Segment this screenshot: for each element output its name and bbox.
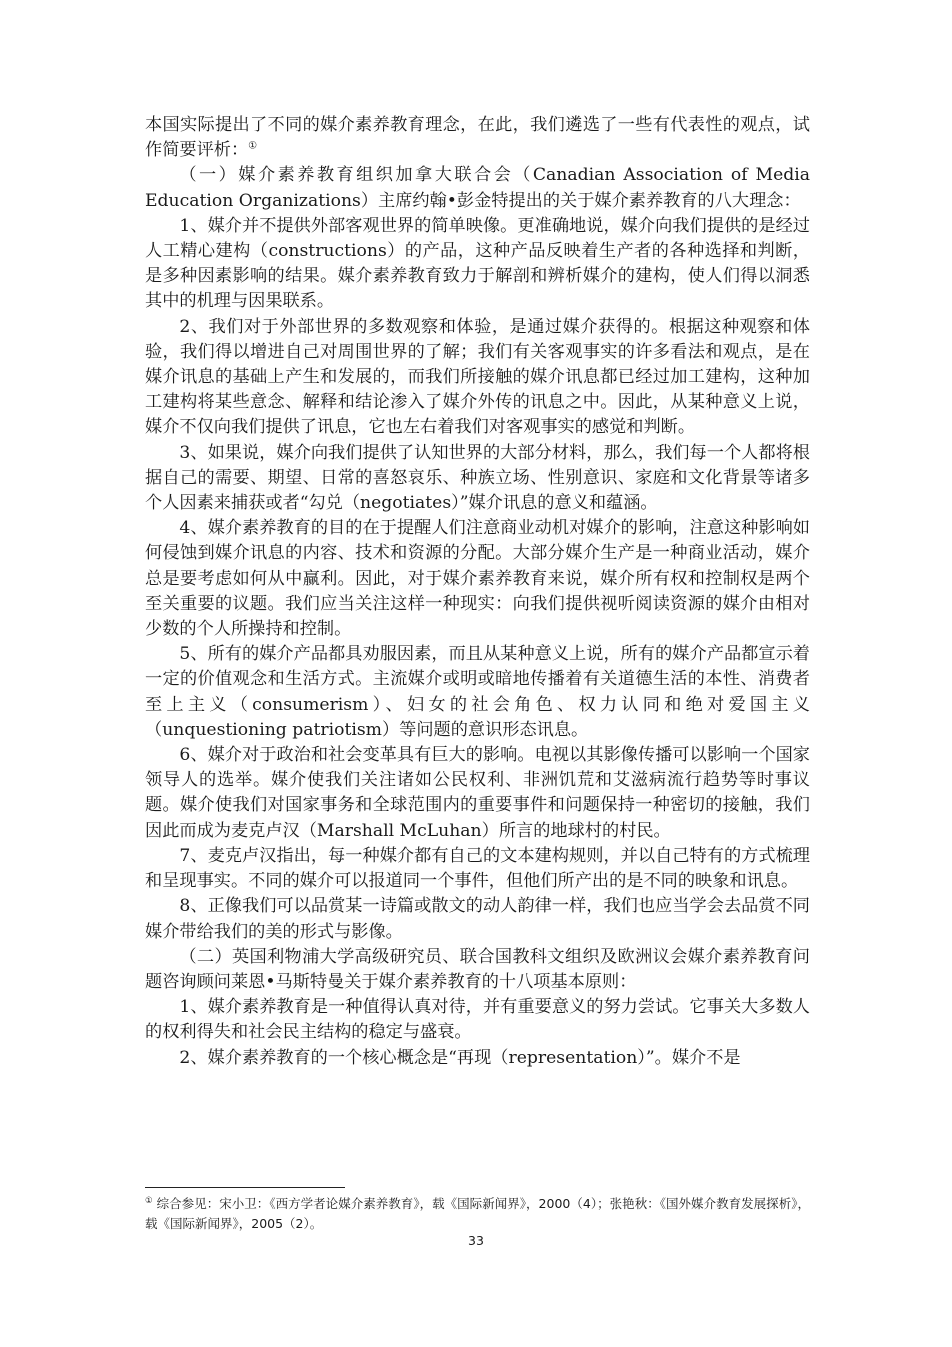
footnote-reference: ① [248,140,258,152]
section-2-item-2: 2、媒介素养教育的一个核心概念是“再现（representation）”。媒介不是 [179,1047,741,1068]
section-1-item-5: 5、所有的媒介产品都具劝服因素，而且从某种意义上说，所有的媒介产品都宣示着一定的价值观念和生活方式。主流媒介或明或暗地传播着有关道德生活的本性、消费者至上主义（consumerism）、妇女的社会角色、权力认同和绝对爱国主义（unquestioning patriotism）等问题的意识形态讯息。 [145,644,810,740]
section-1-item-8: 8、正像我们可以品赏某一诗篇或散文的动人韵律一样，我们也应当学会去品赏不同媒介带给我们的美的形式与影像。 [145,896,810,942]
section-1-item-3: 3、如果说，媒介向我们提供了认知世界的大部分材料，那么，我们每一个人都将根据自己的需要、期望、日常的喜怒哀乐、种族立场、性别意识、家庭和文化背景等诸多个人因素来捕获或者“勾兑（negotiates）”媒介讯息的意义和蕴涵。 [145,442,810,514]
section-1-item-2: 2、我们对于外部世界的多数观察和体验，是通过媒介获得的。根据这种观察和体验，我们得以增进自己对周围世界的了解；我们有关客观事实的许多看法和观点，是在媒介讯息的基础上产生和发展的，而我们所接触的媒介讯息都已经过加工建构，这种加工建构将某些意念、解释和结论渗入了媒介外传的讯息之中。因此，从某种意义上说，媒介不仅向我们提供了讯息，它也左右着我们对客观事实的感觉和判断。 [145,316,810,438]
section-1-item-1: 1、媒介并不提供外部客观世界的简单映像。更准确地说，媒介向我们提供的是经过人工精心建构（constructions）的产品，这种产品反映着生产者的各种选择和判断，是多种因素影响的结果。媒介素养教育致力于解剖和辨析媒介的建构，使人们得以洞悉其中的机理与因果联系。 [145,215,810,312]
page-number: 33 [468,1233,484,1248]
footnote-text: 综合参见：宋小卫：《西方学者论媒介素养教育》，载《国际新闻界》，2000（4）；张艳秋：《国外媒介教育发展探析》，载《国际新闻界》，2005（2）。 [145,1196,810,1231]
intro-paragraph: 本国实际提出了不同的媒介素养教育理念，在此，我们遴选了一些有代表性的观点，试作简要评析：① [145,115,810,161]
section-2-heading: （二）英国利物浦大学高级研究员、联合国教科文组织及欧洲议会媒介素养教育问题咨询顾问莱恩•马斯特曼关于媒介素养教育的十八项基本原则： [145,946,810,992]
section-1-heading: （一）媒介素养教育组织加拿大联合会（Canadian Association of Media Education Organizations）主席约翰•彭金特提出的关于媒介素养教育的八大理念： [145,165,810,211]
body-text [145,113,810,1071]
section-1-item-6: 6、媒介对于政治和社会变革具有巨大的影响。电视以其影像传播可以影响一个国家领导人的选举。媒介使我们关注诸如公民权利、非洲饥荒和艾滋病流行趋势等时事议题。媒介使我们对国家事务和全球范围内的重要事件和问题保持一种密切的接触，我们因此而成为麦克卢汉（Marshall McLuhan）所言的地球村的村民。 [145,745,810,841]
section-2-item-1: 1、媒介素养教育是一种值得认真对待，并有重要意义的努力尝试。它事关大多数人的权利得失和社会民主结构的稳定与盛衰。 [145,997,810,1043]
footnote-mark: ① [145,1195,153,1206]
section-1-item-4: 4、媒介素养教育的目的在于提醒人们注意商业动机对媒介的影响，注意这种影响如何侵蚀到媒介讯息的内容、技术和资源的分配。大部分媒介生产是一种商业活动，媒介总是要考虑如何从中赢利。因此，对于媒介素养教育来说，媒介所有权和控制权是两个至关重要的议题。我们应当关注这样一种现实：向我们提供视听阅读资源的媒介由相对少数的个人所操持和控制。 [145,518,810,640]
footnote-divider [145,1187,345,1188]
footnote [145,1194,810,1234]
section-1-item-7: 7、麦克卢汉指出，每一种媒介都有自己的文本建构规则，并以自己特有的方式梳理和呈现事实。不同的媒介可以报道同一个事件，但他们所产出的是不同的映象和讯息。 [145,845,810,892]
